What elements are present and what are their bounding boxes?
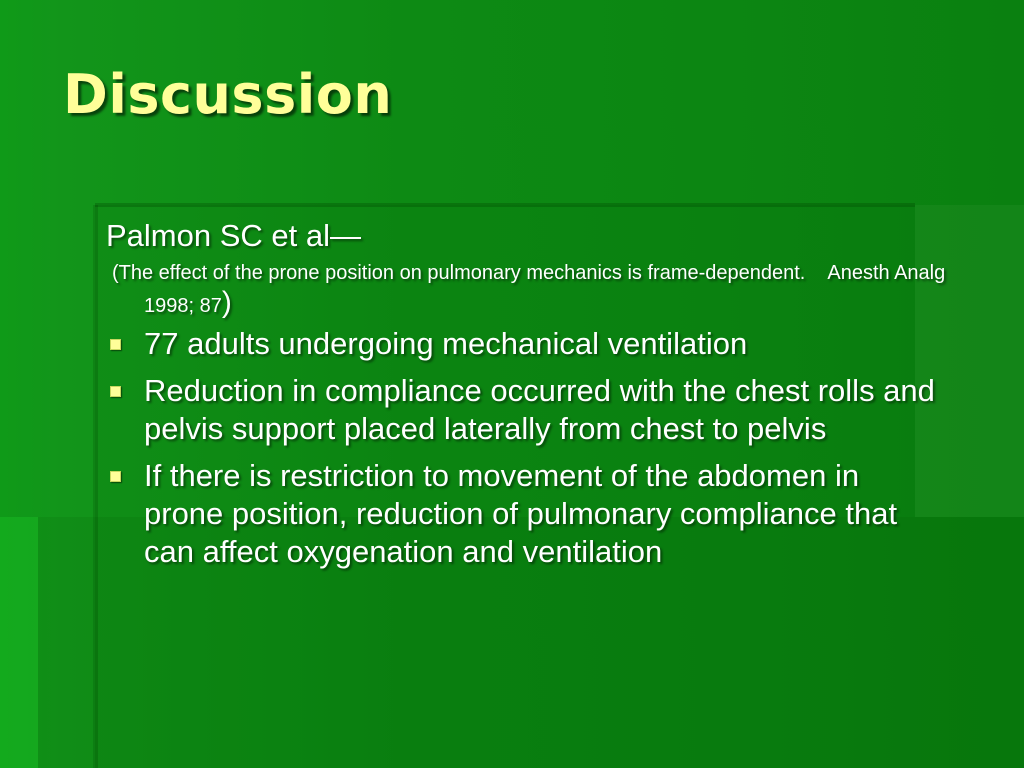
background-strip [0, 517, 38, 768]
author-line: Palmon SC et al— [106, 218, 361, 253]
square-bullet-icon [110, 339, 121, 350]
bullet-item [106, 457, 946, 571]
reference [106, 258, 946, 321]
reference-close: ) [221, 286, 232, 319]
bullet-item [106, 325, 946, 363]
background-panel-edge [95, 203, 915, 207]
bullet-list [106, 325, 946, 571]
bullet-text: Reduction in compliance occurred with the chest rolls and pelvis support placed laterally from chest to pelvis [144, 373, 935, 446]
reference-citation: Anesth Analg 1998; 87 [144, 262, 946, 317]
background-divider [95, 205, 98, 768]
square-bullet-icon [110, 471, 121, 482]
slide-body [106, 218, 946, 580]
slide-title: Discussion [63, 63, 393, 126]
bullet-text: 77 adults undergoing mechanical ventilation [144, 326, 748, 361]
bullet-text: If there is restriction to movement of the abdomen in prone position, reduction of pulmonary compliance that can affect oxygenation and ventilation [144, 458, 898, 569]
reference-title: (The effect of the prone position on pulmonary mechanics is frame-dependent. [112, 262, 806, 284]
bullet-item [106, 372, 946, 448]
square-bullet-icon [110, 386, 121, 397]
